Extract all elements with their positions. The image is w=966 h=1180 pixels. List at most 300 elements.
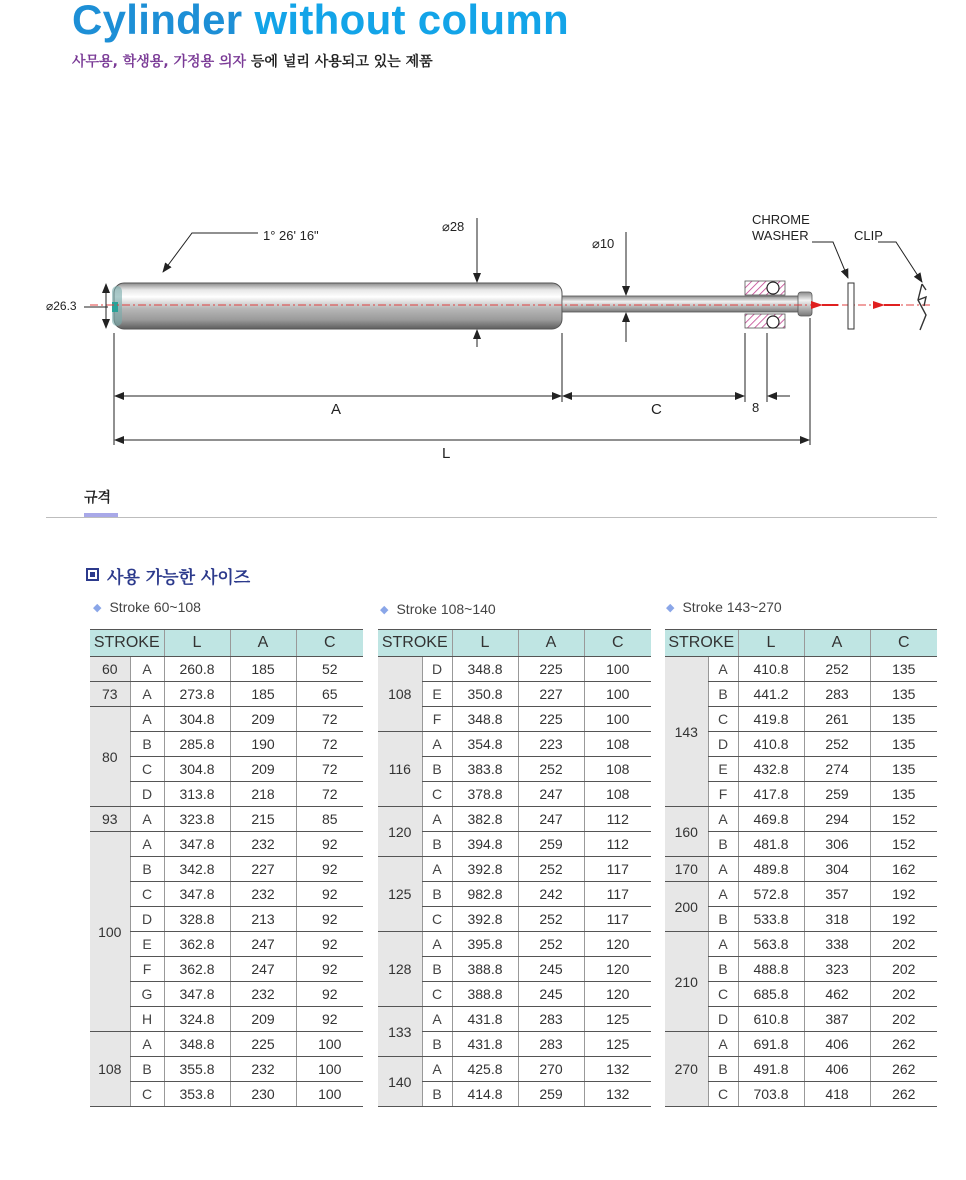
variant-cell: H [130,1007,164,1032]
l-cell: 685.8 [738,982,804,1007]
variant-cell: C [130,757,164,782]
l-cell: 355.8 [164,1057,230,1082]
stroke-cell: 170 [665,857,708,882]
l-cell: 383.8 [452,757,518,782]
c-cell: 112 [584,807,651,832]
a-cell: 304 [804,857,870,882]
l-cell: 610.8 [738,1007,804,1032]
a-cell: 218 [230,782,296,807]
l-cell: 691.8 [738,1032,804,1057]
c-cell: 100 [584,682,651,707]
a-cell: 213 [230,907,296,932]
variant-cell: A [130,807,164,832]
variant-cell: F [708,782,738,807]
a-cell: 209 [230,707,296,732]
table-row [378,807,651,832]
stroke-cell: 108 [378,657,422,732]
variant-cell: A [130,657,164,682]
variant-cell: B [708,682,738,707]
table-row [90,757,363,782]
l-cell: 347.8 [164,882,230,907]
variant-cell: A [422,1007,452,1032]
variant-cell: C [422,907,452,932]
table-row [90,707,363,732]
a-cell: 245 [518,982,584,1007]
l-cell: 348.8 [452,657,518,682]
variant-cell: D [130,907,164,932]
a-cell: 357 [804,882,870,907]
a-cell: 225 [518,707,584,732]
variant-cell: D [422,657,452,682]
variant-cell: C [708,1082,738,1107]
a-cell: 259 [518,832,584,857]
a-cell: 462 [804,982,870,1007]
c-cell: 120 [584,982,651,1007]
l-cell: 354.8 [452,732,518,757]
title-part-without-column: without column [254,0,569,43]
a-cell: 252 [804,732,870,757]
stroke-cell: 125 [378,857,422,932]
washer-label: WASHER [752,228,809,243]
variant-cell: B [422,957,452,982]
variant-cell: A [708,657,738,682]
size-table-stroke-60-108 [90,629,363,1107]
table-row [665,657,937,682]
a-cell: 247 [518,782,584,807]
table-caption-3 [666,599,782,615]
l-cell: 563.8 [738,932,804,957]
table-row [378,1057,651,1082]
square-bullet-icon [86,568,99,581]
table-row [90,882,363,907]
l-cell: 388.8 [452,982,518,1007]
diamond-bullet-icon: ◆ [380,604,389,616]
a-cell: 323 [804,957,870,982]
table-row [665,882,937,907]
l-cell: 414.8 [452,1082,518,1107]
l-cell: 982.8 [452,882,518,907]
size-table-stroke-143-270 [665,629,937,1107]
a-cell: 232 [230,832,296,857]
table-row [378,657,651,682]
cylinder-tube [112,283,562,329]
l-cell: 347.8 [164,832,230,857]
l-cell: 348.8 [164,1032,230,1057]
table-caption-1 [93,599,201,615]
variant-cell: B [708,957,738,982]
table-row [90,657,363,682]
a-cell: 209 [230,1007,296,1032]
variant-cell: A [422,732,452,757]
a-cell: 232 [230,982,296,1007]
washer-leader [812,242,848,278]
variant-cell: B [130,732,164,757]
stroke-cell: 80 [90,707,130,807]
c-cell: 135 [870,757,937,782]
stroke-cell: 116 [378,732,422,807]
c-cell: 132 [584,1082,651,1107]
table-caption-text: Stroke 143~270 [682,599,782,615]
stroke-cell: 120 [378,807,422,857]
c-cell: 85 [296,807,363,832]
table-row [90,1032,363,1057]
c-cell: 117 [584,907,651,932]
c-cell: 92 [296,832,363,857]
diamond-bullet-icon: ◆ [666,602,675,614]
table-row [378,1007,651,1032]
c-cell: 192 [870,907,937,932]
variant-cell: C [130,1082,164,1107]
l-cell: 388.8 [452,957,518,982]
stroke-cell: 140 [378,1057,422,1107]
variant-cell: A [708,807,738,832]
variant-cell: G [130,982,164,1007]
l-cell: 395.8 [452,932,518,957]
stroke-cell: 143 [665,657,708,807]
d263-label: ⌀26.3 [46,299,77,313]
l-cell: 419.8 [738,707,804,732]
l-cell: 285.8 [164,732,230,757]
table-caption-text: Stroke 60~108 [109,599,201,615]
l-cell: 410.8 [738,657,804,682]
l-cell: 469.8 [738,807,804,832]
divider [46,517,937,518]
variant-cell: E [422,682,452,707]
a-cell: 259 [804,782,870,807]
a-cell: 225 [230,1032,296,1057]
c-cell: 152 [870,807,937,832]
c-cell: 100 [296,1057,363,1082]
l-cell: 417.8 [738,782,804,807]
taper-leader [163,233,258,272]
stroke-cell: 108 [90,1032,130,1107]
variant-cell: A [708,1032,738,1057]
l-cell: 441.2 [738,682,804,707]
a-cell: 418 [804,1082,870,1107]
variant-cell: B [422,1082,452,1107]
table-header-row [90,630,363,657]
variant-cell: C [130,882,164,907]
l-cell: 348.8 [452,707,518,732]
table-row [90,782,363,807]
table-row [665,807,937,832]
col-header-a: A [230,630,296,657]
d10-label: ⌀10 [592,236,615,251]
a-cell: 283 [518,1007,584,1032]
l-cell: 489.8 [738,857,804,882]
a-cell: 242 [518,882,584,907]
l-cell: 572.8 [738,882,804,907]
variant-cell: A [708,932,738,957]
angle-label: 1° 26' 16" [263,228,319,243]
stroke-cell: 93 [90,807,130,832]
table-row [665,857,937,882]
a-cell: 247 [230,932,296,957]
page-subtitle [72,51,433,71]
c-cell: 202 [870,932,937,957]
c-cell: 120 [584,957,651,982]
variant-cell: D [130,782,164,807]
variant-cell: B [130,857,164,882]
a-cell: 306 [804,832,870,857]
variant-cell: D [708,1007,738,1032]
a-cell: 190 [230,732,296,757]
table-row [90,807,363,832]
l-cell: 362.8 [164,957,230,982]
variant-cell: B [708,1057,738,1082]
diamond-bullet-icon: ◆ [93,602,102,614]
table-row [90,857,363,882]
variant-cell: B [708,832,738,857]
c-cell: 117 [584,857,651,882]
c-cell: 92 [296,882,363,907]
c-cell: 192 [870,882,937,907]
a-cell: 338 [804,932,870,957]
table-row [90,682,363,707]
section-title-text: 사용 가능한 사이즈 [107,568,251,588]
title-part-cylinder: Cylinder [72,0,243,43]
c-cell: 135 [870,732,937,757]
a-cell: 406 [804,1032,870,1057]
a-cell: 247 [518,807,584,832]
l-cell: 394.8 [452,832,518,857]
l-cell: 425.8 [452,1057,518,1082]
table-row [90,1082,363,1107]
stroke-cell: 200 [665,882,708,932]
a-cell: 227 [518,682,584,707]
a-cell: 252 [518,907,584,932]
dim-l-label: L [442,445,451,462]
table-row [90,982,363,1007]
c-cell: 125 [584,1032,651,1057]
c-cell: 125 [584,1007,651,1032]
a-cell: 245 [518,957,584,982]
c-cell: 108 [584,782,651,807]
size-table-stroke-108-140 [378,629,651,1107]
stroke-cell: 73 [90,682,130,707]
variant-cell: A [422,807,452,832]
l-cell: 273.8 [164,682,230,707]
l-cell: 431.8 [452,1007,518,1032]
l-cell: 304.8 [164,757,230,782]
l-cell: 304.8 [164,707,230,732]
c-cell: 112 [584,832,651,857]
c-cell: 100 [296,1032,363,1057]
col-header-l: L [452,630,518,657]
variant-cell: B [422,832,452,857]
a-cell: 252 [518,757,584,782]
l-cell: 488.8 [738,957,804,982]
spec-tab[interactable]: 규격 [84,490,112,506]
c-cell: 135 [870,707,937,732]
l-cell: 323.8 [164,807,230,832]
variant-cell: C [708,982,738,1007]
cylinder-drawing [0,195,966,470]
col-header-l: L [738,630,804,657]
variant-cell: B [130,1057,164,1082]
l-cell: 353.8 [164,1082,230,1107]
clip-leader [878,242,922,282]
c-cell: 92 [296,1007,363,1032]
c-cell: 108 [584,757,651,782]
a-cell: 252 [518,857,584,882]
variant-cell: C [422,982,452,1007]
c-cell: 152 [870,832,937,857]
l-cell: 328.8 [164,907,230,932]
l-cell: 313.8 [164,782,230,807]
stroke-cell: 60 [90,657,130,682]
l-cell: 392.8 [452,857,518,882]
table-row [90,732,363,757]
page-title [72,0,569,44]
table-row [90,907,363,932]
table-row [665,932,937,957]
table-row [90,1007,363,1032]
c-cell: 72 [296,782,363,807]
col-header-a: A [518,630,584,657]
clip-label: CLIP [854,228,883,243]
d28-label: ⌀28 [442,219,465,234]
stroke-cell: 100 [90,832,130,1032]
c-cell: 202 [870,982,937,1007]
l-cell: 410.8 [738,732,804,757]
col-header-c: C [870,630,937,657]
l-cell: 260.8 [164,657,230,682]
a-cell: 225 [518,657,584,682]
a-cell: 230 [230,1082,296,1107]
variant-cell: C [708,707,738,732]
table-row [378,857,651,882]
clip-part [918,284,926,330]
chrome-label: CHROME [752,212,810,227]
a-cell: 261 [804,707,870,732]
a-cell: 406 [804,1057,870,1082]
c-cell: 72 [296,707,363,732]
l-cell: 533.8 [738,907,804,932]
c-cell: 135 [870,657,937,682]
dim-c-label: C [651,401,662,418]
a-cell: 209 [230,757,296,782]
c-cell: 262 [870,1032,937,1057]
l-cell: 431.8 [452,1032,518,1057]
a-cell: 227 [230,857,296,882]
l-cell: 481.8 [738,832,804,857]
table-row [90,932,363,957]
c-cell: 100 [584,707,651,732]
table-header-row [378,630,651,657]
c-cell: 92 [296,907,363,932]
l-cell: 392.8 [452,907,518,932]
subtitle-description: 등에 널리 사용되고 있는 제품 [246,54,433,70]
a-cell: 247 [230,957,296,982]
table-row [90,957,363,982]
l-cell: 491.8 [738,1057,804,1082]
subtitle-usage: 사무용, 학생용, 가정용 의자 [72,54,247,70]
l-cell: 378.8 [452,782,518,807]
col-header-a: A [804,630,870,657]
table-row [90,1057,363,1082]
col-header-l: L [164,630,230,657]
table-row [90,832,363,857]
a-cell: 232 [230,882,296,907]
c-cell: 65 [296,682,363,707]
variant-cell: E [130,932,164,957]
a-cell: 185 [230,682,296,707]
c-cell: 72 [296,757,363,782]
col-header-stroke: STROKE [665,630,738,657]
col-header-stroke: STROKE [90,630,164,657]
col-header-stroke: STROKE [378,630,452,657]
c-cell: 92 [296,857,363,882]
variant-cell: E [708,757,738,782]
l-cell: 324.8 [164,1007,230,1032]
c-cell: 117 [584,882,651,907]
l-cell: 703.8 [738,1082,804,1107]
a-cell: 215 [230,807,296,832]
variant-cell: F [130,957,164,982]
a-cell: 252 [518,932,584,957]
stroke-cell: 133 [378,1007,422,1057]
variant-cell: D [708,732,738,757]
variant-cell: A [130,707,164,732]
a-cell: 185 [230,657,296,682]
l-cell: 382.8 [452,807,518,832]
c-cell: 262 [870,1057,937,1082]
a-cell: 387 [804,1007,870,1032]
c-cell: 262 [870,1082,937,1107]
variant-cell: A [130,682,164,707]
a-cell: 294 [804,807,870,832]
variant-cell: B [422,1032,452,1057]
variant-cell: A [422,857,452,882]
table-caption-text: Stroke 108~140 [396,601,496,617]
variant-cell: A [130,1032,164,1057]
variant-cell: A [708,857,738,882]
c-cell: 72 [296,732,363,757]
a-cell: 318 [804,907,870,932]
c-cell: 100 [296,1082,363,1107]
a-cell: 283 [804,682,870,707]
stroke-cell: 270 [665,1032,708,1107]
table-caption-2 [380,601,496,617]
col-header-c: C [584,630,651,657]
dim-a-label: A [331,401,342,418]
washer-part [848,283,854,329]
a-cell: 259 [518,1082,584,1107]
c-cell: 92 [296,982,363,1007]
table-row [665,1032,937,1057]
stroke-cell: 210 [665,932,708,1032]
table-header-row [665,630,937,657]
a-cell: 232 [230,1057,296,1082]
c-cell: 52 [296,657,363,682]
variant-cell: C [422,782,452,807]
variant-cell: B [422,757,452,782]
table-row [378,932,651,957]
variant-cell: B [422,882,452,907]
variant-cell: B [708,907,738,932]
stroke-cell: 160 [665,807,708,857]
l-cell: 342.8 [164,857,230,882]
a-cell: 283 [518,1032,584,1057]
variant-cell: A [422,932,452,957]
l-cell: 362.8 [164,932,230,957]
c-cell: 202 [870,1007,937,1032]
variant-cell: F [422,707,452,732]
section-title [86,563,250,588]
c-cell: 100 [584,657,651,682]
variant-cell: A [708,882,738,907]
